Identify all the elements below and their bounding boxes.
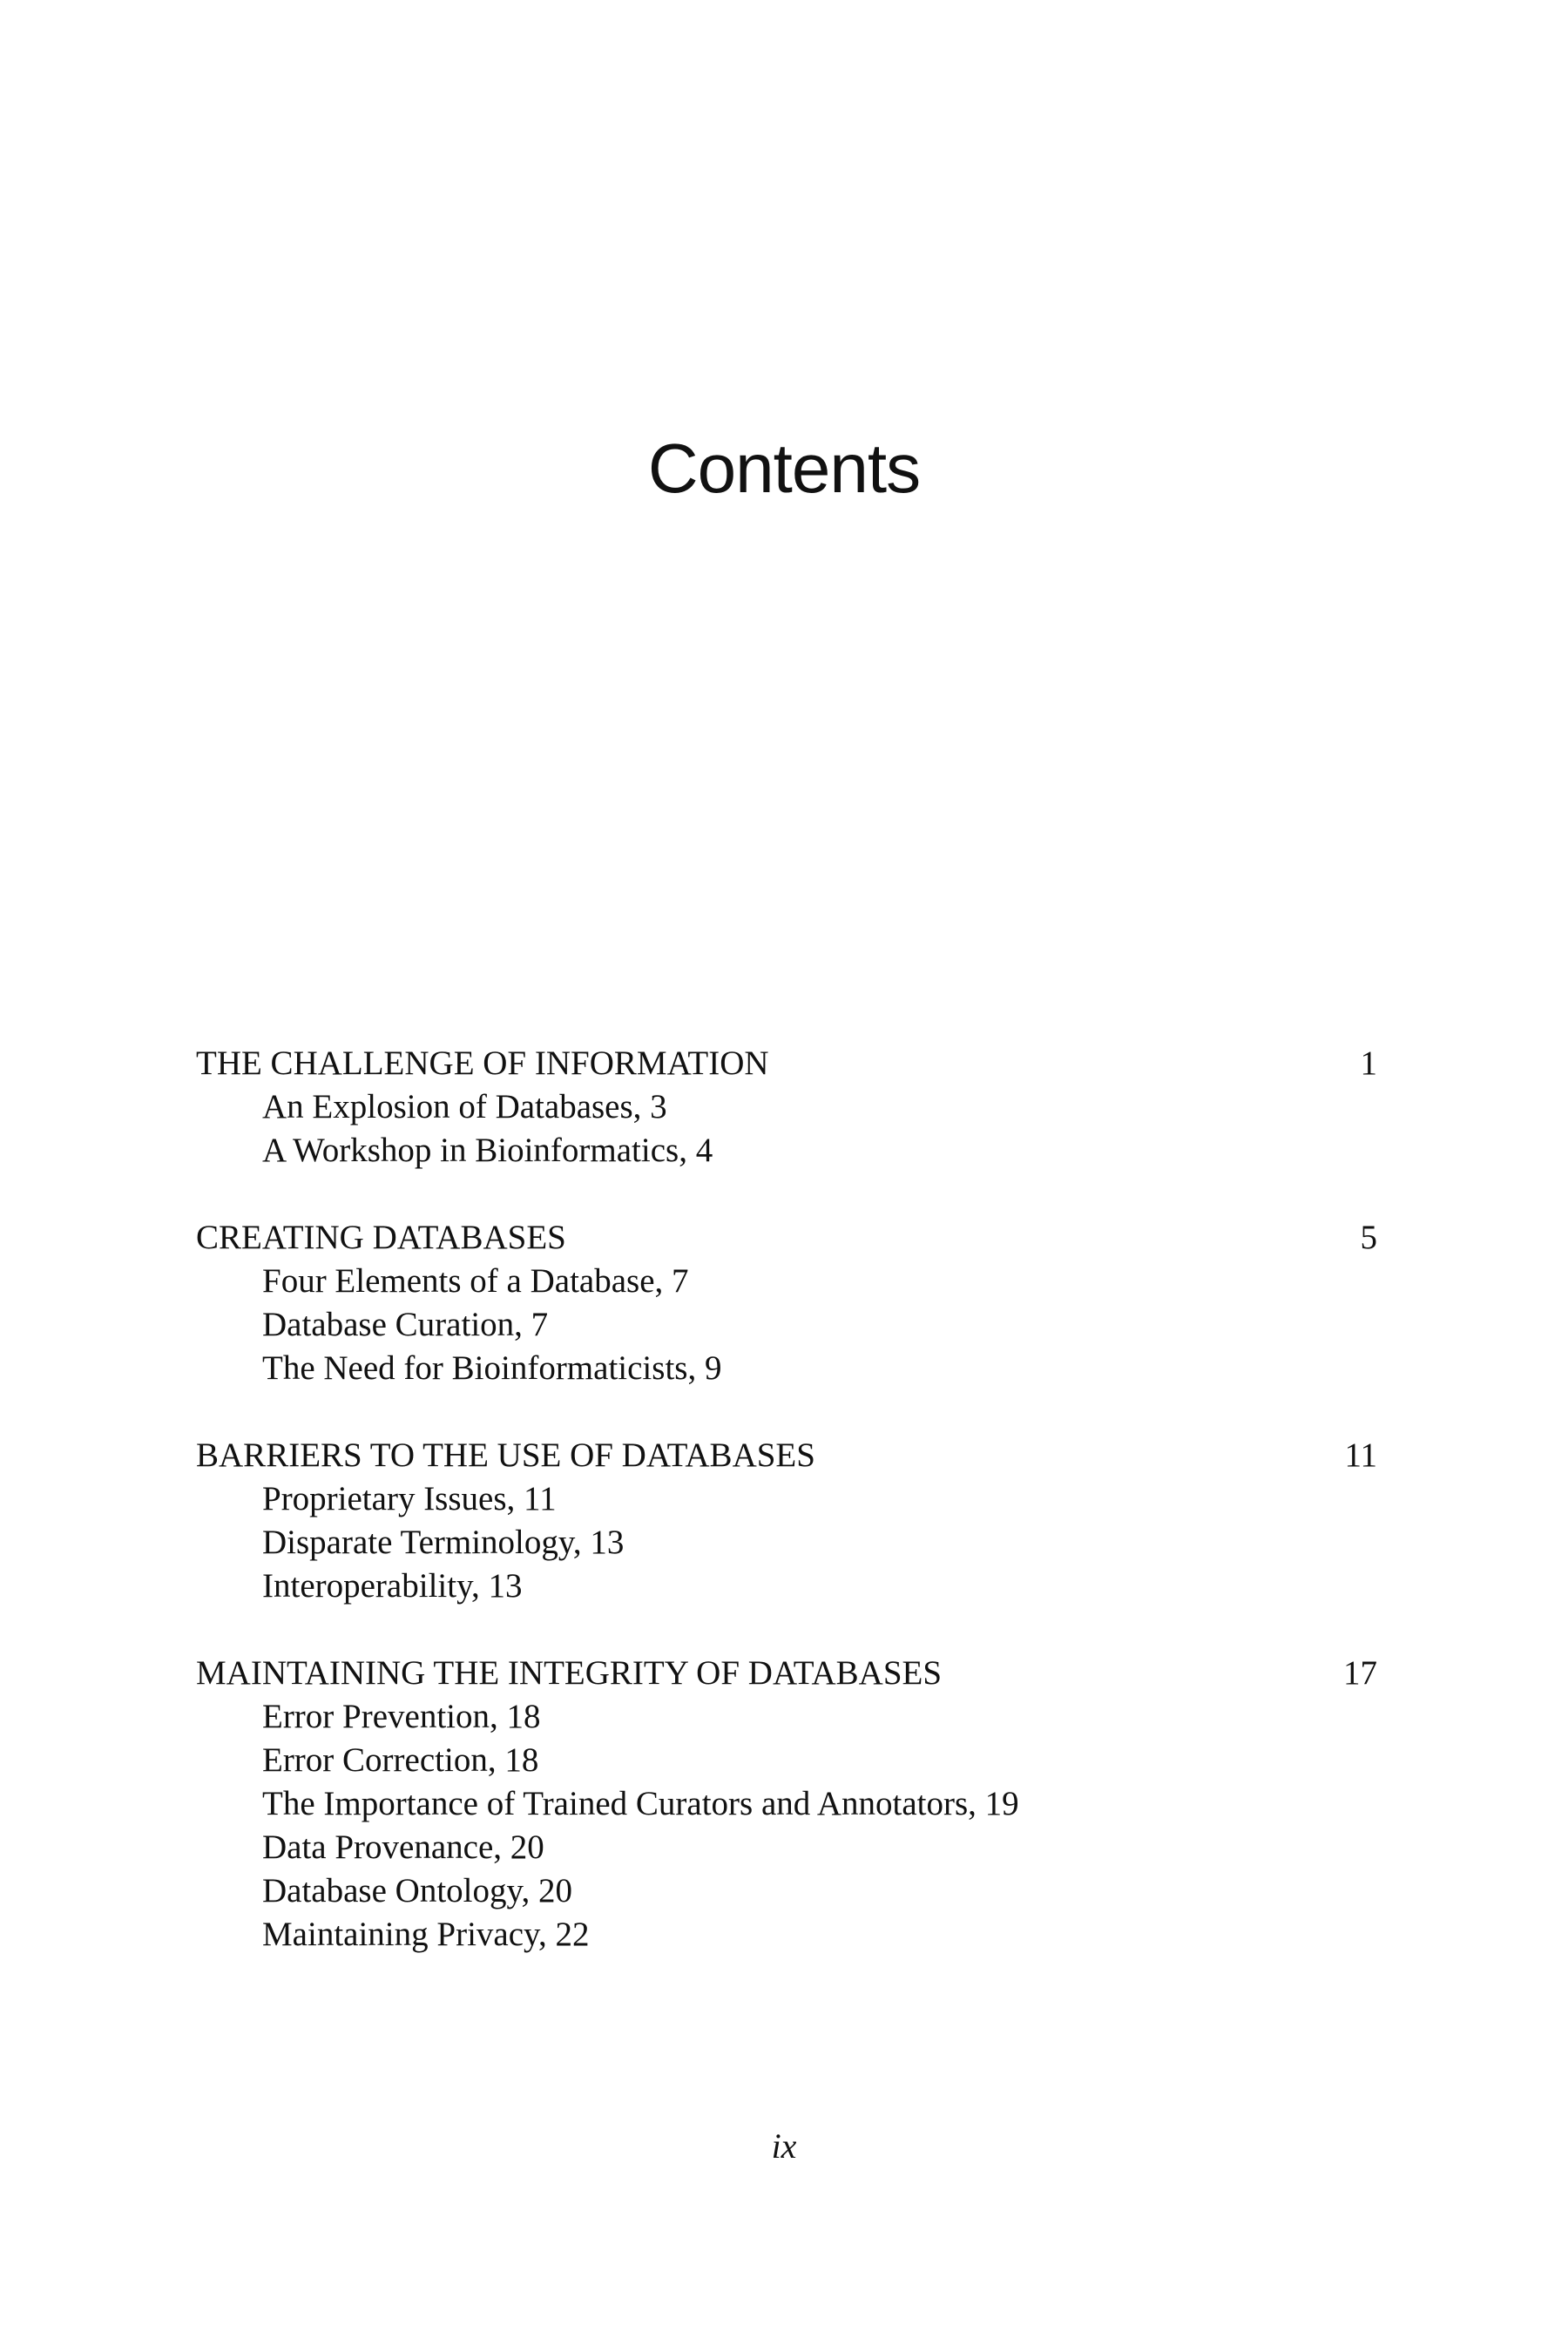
toc-subentry: Maintaining Privacy, 22	[262, 1916, 590, 1953]
page-title: Contents	[647, 429, 921, 507]
toc-section-page-number: 1	[1360, 1044, 1377, 1082]
toc-section-page-number: 5	[1360, 1219, 1377, 1256]
toc-section-page-number: 17	[1343, 1654, 1377, 1692]
toc-subentry: Data Provenance, 20	[262, 1828, 544, 1866]
toc-subentry: The Importance of Trained Curators and Annotators, 19	[262, 1785, 1019, 1822]
toc-subentry: A Workshop in Bioinformatics, 4	[262, 1132, 713, 1169]
toc-subentry: Proprietary Issues, 11	[262, 1480, 557, 1517]
toc-section-heading: CREATING DATABASES	[196, 1219, 566, 1256]
toc-section-heading: THE CHALLENGE OF INFORMATION	[196, 1044, 769, 1082]
toc-subentry: Interoperability, 13	[262, 1567, 523, 1605]
toc-subentry: Error Prevention, 18	[262, 1698, 541, 1735]
toc-section	[196, 1434, 1381, 1608]
toc-subentry: Error Correction, 18	[262, 1741, 539, 1779]
toc-section-heading: BARRIERS TO THE USE OF DATABASES	[196, 1436, 815, 1474]
toc-subentry: The Need for Bioinformaticists, 9	[262, 1349, 722, 1387]
toc-section-heading-row	[196, 1434, 1381, 1477]
toc-subentry: Database Ontology, 20	[262, 1872, 572, 1909]
toc-section-page-number: 11	[1344, 1436, 1377, 1474]
toc-section-heading-row	[196, 1042, 1381, 1085]
toc-subentry: Database Curation, 7	[262, 1306, 549, 1343]
toc-subentry: An Explosion of Databases, 3	[262, 1088, 667, 1125]
toc-subentry: Four Elements of a Database, 7	[262, 1262, 689, 1300]
page-number-folio: ix	[771, 2126, 797, 2166]
toc-section-heading-row	[196, 1652, 1381, 1695]
toc-section	[196, 1216, 1381, 1390]
toc-subentry: Disparate Terminology, 13	[262, 1524, 625, 1561]
toc-section-heading: MAINTAINING THE INTEGRITY OF DATABASES	[196, 1654, 943, 1692]
table-of-contents	[196, 1042, 1381, 2000]
toc-section	[196, 1652, 1381, 1957]
toc-section	[196, 1042, 1381, 1173]
toc-section-heading-row	[196, 1216, 1381, 1260]
